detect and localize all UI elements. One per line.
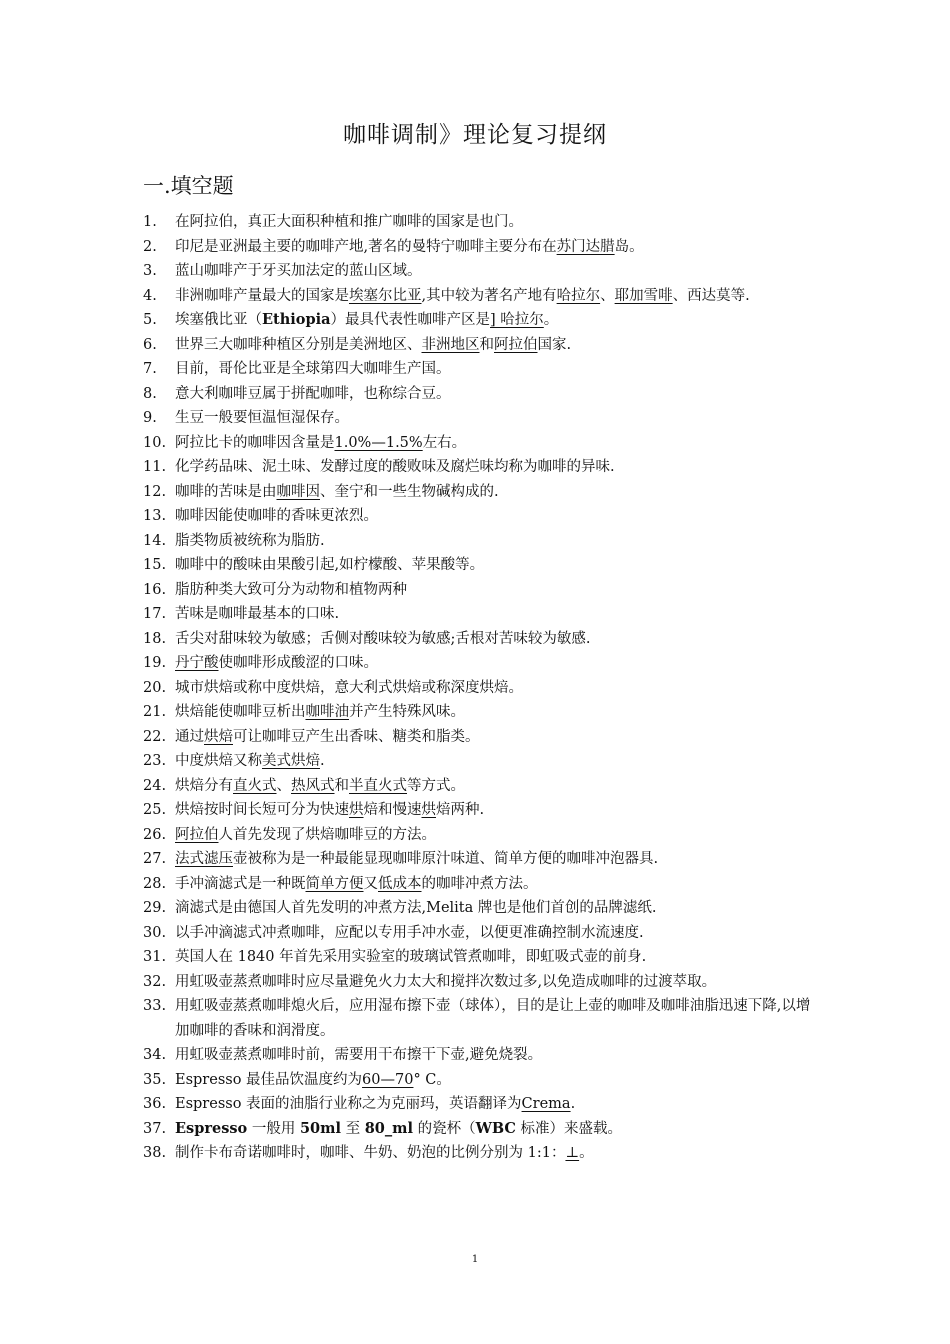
item-text: 使咖啡形成酸涩的口味。 [218, 655, 378, 671]
item-text: . [320, 753, 325, 769]
item-text: ）最具代表性咖啡产区是 [330, 312, 491, 328]
item-text: 、奎宁和一些生物碱构成的. [320, 483, 499, 500]
list-item [143, 504, 818, 529]
item-text: 咖啡因能使咖啡的香味更浓烈。 [175, 508, 378, 524]
item-number: 2. [143, 238, 157, 255]
page-number: 1 [471, 1254, 479, 1265]
answer-blank: 咖啡因 [276, 483, 320, 500]
list-item [143, 627, 818, 652]
item-number: 30. [143, 924, 167, 941]
list-item [143, 994, 818, 1043]
list-item [143, 896, 818, 921]
item-text: 左右。 [422, 434, 467, 451]
answer-blank: 直火式 [233, 777, 277, 794]
item-text: 中度烘焙又称 [175, 753, 262, 769]
list-item [143, 529, 818, 554]
item-text: 50ml [299, 1119, 341, 1137]
answer-blank: 阿拉伯 [175, 826, 219, 843]
item-number: 19. [143, 655, 167, 671]
item-text: ,其中较为著名产地有 [421, 287, 557, 304]
item-text: 非洲咖啡产量最大的国家是 [175, 287, 349, 304]
item-text: 的瓷杯（ [412, 1120, 476, 1137]
item-number: 36. [143, 1096, 167, 1112]
list-item [143, 602, 818, 627]
answer-blank: 阿拉伯 [494, 336, 538, 353]
list-item [143, 921, 818, 946]
item-text: 等方式。 [407, 777, 465, 794]
item-number: 9. [143, 410, 157, 426]
answer-blank: 苏门达腊 [556, 238, 615, 255]
item-number: 6. [143, 336, 157, 353]
answer-blank: 咖啡油 [305, 704, 349, 720]
list-item [143, 676, 818, 701]
item-text: 脂类物质被统称为脂肪. [175, 532, 325, 549]
list-item [143, 945, 818, 970]
list-item [143, 823, 818, 848]
item-text: 人首先发现了烘焙咖啡豆的方法。 [218, 826, 436, 843]
list-item [143, 872, 818, 897]
item-text: 标准）来盛载。 [515, 1120, 623, 1137]
list-item [143, 553, 818, 578]
item-text: 通过 [175, 728, 204, 745]
list-item [143, 847, 818, 872]
item-number: 29. [143, 900, 167, 916]
item-number: 8. [143, 385, 157, 402]
item-text: 城市烘焙或称中度烘焙，意大利式烘焙或称深度烘焙。 [175, 679, 523, 696]
item-number: 1. [143, 214, 157, 230]
item-text: 意大利咖啡豆属于拼配咖啡，也称综合豆。 [175, 385, 451, 402]
item-number: 25. [143, 802, 167, 818]
item-text: 80_ml [364, 1119, 413, 1137]
answer-blank: Crema [521, 1096, 571, 1112]
item-text: Espresso 最佳品饮温度约为 [175, 1071, 363, 1088]
item-text: 并产生特殊风味。 [349, 704, 465, 720]
item-text: 世界三大咖啡种植区分别是美洲地区、 [175, 336, 422, 353]
item-text: 可让咖啡豆产生出香味、糖类和脂类。 [233, 728, 480, 745]
item-text: Ethiopia [262, 311, 331, 328]
item-number: 37. [143, 1120, 167, 1137]
list-item [143, 970, 818, 995]
list-item [143, 259, 818, 284]
item-text: 咖啡中的酸味由果酸引起,如柠檬酸、苹果酸等。 [175, 557, 485, 573]
item-text: 一般用 [247, 1120, 300, 1137]
answer-blank: ] 哈拉尔 [490, 312, 544, 328]
list-item [143, 798, 818, 823]
item-text: 岛。 [614, 238, 644, 255]
item-number: 22. [143, 728, 167, 745]
list-item [143, 382, 818, 407]
item-text: 咖啡的苦味是由 [175, 483, 277, 500]
item-number: 31. [143, 949, 167, 965]
item-text: 烘焙能使咖啡豆析出 [175, 704, 306, 720]
list-item [143, 1117, 818, 1142]
item-number: 13. [143, 508, 167, 524]
item-text: 用虹吸壶蒸煮咖啡时应尽量避免火力太大和搅拌次数过多,以免造成咖啡的过渡萃取。 [175, 973, 717, 990]
item-text: 苦味是咖啡最基本的口味. [175, 606, 340, 622]
item-text: 壶被称为是一种最能显现咖啡原汁味道、简单方便的咖啡冲泡器具. [233, 851, 659, 867]
list-item [143, 431, 818, 456]
list-item [143, 235, 818, 260]
question-list [143, 210, 818, 1166]
item-text: 至 [340, 1120, 365, 1137]
item-text: 、 [276, 777, 291, 794]
document-title: 咖啡调制》理论复习提纲 [343, 122, 607, 148]
item-number: 17. [143, 606, 167, 622]
answer-blank: 烘 [421, 802, 436, 818]
item-number: 32. [143, 973, 167, 990]
item-number: 12. [143, 483, 167, 500]
item-number: 27. [143, 851, 167, 867]
answer-blank: ⊥ [565, 1145, 580, 1161]
answer-blank: 哈拉尔 [556, 287, 601, 304]
list-item [143, 357, 818, 382]
item-text: 。 [543, 312, 559, 328]
item-number: 4. [143, 287, 157, 304]
item-text: ° C。 [413, 1071, 451, 1088]
list-item [143, 651, 818, 676]
item-text: 脂肪种类大致可分为动物和植物两种 [175, 581, 407, 598]
item-text: WBC [475, 1119, 516, 1137]
item-text: 蓝山咖啡产于牙买加法定的蓝山区域。 [175, 263, 422, 279]
item-number: 15. [143, 557, 167, 573]
item-text: 埃塞俄比亚（ [175, 312, 262, 328]
answer-blank: 美式烘焙 [262, 753, 320, 769]
item-text: . [570, 1096, 576, 1112]
item-text: 。 [579, 1145, 594, 1161]
item-text: 化学药品味、泥土味、发酵过度的酸败味及腐烂味均称为咖啡的异味. [175, 459, 615, 475]
answer-blank: 低成本 [378, 875, 422, 892]
answer-blank: 烘 [349, 802, 364, 818]
item-text: 和 [479, 336, 494, 353]
list-item [143, 284, 818, 309]
item-text: 、 [600, 287, 615, 304]
list-item [143, 480, 818, 505]
answer-blank: 非洲地区 [421, 336, 480, 353]
item-text: 和 [334, 777, 349, 794]
item-text: 英国人在 1840 年首先采用实验室的玻璃试管煮咖啡，即虹吸式壶的前身. [175, 949, 647, 965]
answer-blank: 丹宁酸 [175, 655, 219, 671]
item-text: 滴滤式是由德国人首先发明的冲煮方法,Melita 牌也是他们首创的品牌滤纸. [175, 900, 657, 916]
item-number: 18. [143, 630, 167, 647]
item-number: 10. [143, 434, 167, 451]
item-text: 焙和慢速 [363, 802, 422, 818]
item-number: 7. [143, 361, 157, 377]
item-text: 手冲滴滤式是一种既 [175, 875, 306, 892]
answer-blank: 法式滤压 [175, 851, 233, 867]
item-text: Espresso 表面的油脂行业称之为克丽玛，英语翻译为 [175, 1096, 522, 1112]
item-text: 的咖啡冲煮方法。 [421, 875, 538, 892]
item-text: 目前，哥伦比亚是全球第四大咖啡生产国。 [175, 361, 451, 377]
item-text: 用虹吸壶蒸煮咖啡熄火后，应用湿布擦下壶（球体），目的是让上壶的咖啡及咖啡油脂迅速下降,以增加咖啡的香味和润滑度。 [175, 998, 811, 1039]
answer-blank: 简单方便 [305, 875, 364, 892]
answer-blank: 热风式 [291, 777, 335, 794]
list-item [143, 700, 818, 725]
item-text: 生豆一般要恒温恒湿保存。 [175, 410, 349, 426]
item-text: 阿拉比卡的咖啡因含量是 [175, 434, 335, 451]
list-item [143, 1043, 818, 1068]
item-text: 以手冲滴滤式冲煮咖啡，应配以专用手冲水壶，以便更准确控制水流速度. [175, 924, 644, 941]
item-number: 28. [143, 875, 167, 892]
list-item [143, 308, 818, 333]
item-number: 5. [143, 312, 157, 328]
item-number: 11. [143, 459, 167, 475]
section-heading: 一.填空题 [143, 174, 234, 198]
item-number: 33. [143, 998, 167, 1014]
list-item [143, 1092, 818, 1117]
list-item [143, 210, 818, 235]
answer-blank: 半直火式 [349, 777, 407, 794]
list-item [143, 774, 818, 799]
item-text: Espresso [175, 1119, 248, 1137]
item-number: 16. [143, 581, 167, 598]
item-text: 、西达莫等. [672, 287, 750, 304]
item-text: 制作卡布奇诺咖啡时，咖啡、牛奶、奶泡的比例分别为 1:1： [175, 1145, 566, 1161]
list-item [143, 578, 818, 603]
item-text: 用虹吸壶蒸煮咖啡时前，需要用干布擦干下壶,避免烧裂。 [175, 1047, 543, 1063]
item-number: 34. [143, 1047, 167, 1063]
answer-blank: 烘焙 [204, 728, 233, 745]
item-number: 26. [143, 826, 167, 843]
list-item [143, 455, 818, 480]
answer-blank: 耶加雪啡 [614, 287, 673, 304]
item-number: 23. [143, 753, 167, 769]
answer-blank: 1.0%—1.5% [334, 434, 423, 451]
item-number: 20. [143, 679, 167, 696]
item-text: 在阿拉伯，真正大面积种植和推广咖啡的国家是也门。 [175, 214, 523, 230]
answer-blank: 埃塞尔比亚 [349, 287, 422, 304]
answer-blank: 60—70 [362, 1071, 414, 1088]
item-text: 烘焙分有 [175, 777, 233, 794]
item-number: 24. [143, 777, 167, 794]
item-number: 14. [143, 532, 167, 549]
list-item [143, 333, 818, 358]
item-number: 3. [143, 263, 157, 279]
item-text: 印尼是亚洲最主要的咖啡产地,著名的曼特宁咖啡主要分布在 [175, 238, 557, 255]
list-item [143, 749, 818, 774]
item-text: 烘焙按时间长短可分为快速 [175, 802, 349, 818]
item-number: 35. [143, 1071, 167, 1088]
item-number: 21. [143, 704, 167, 720]
list-item [143, 1068, 818, 1093]
item-text: 又 [363, 875, 378, 892]
item-text: 焙两种. [436, 802, 485, 818]
list-item [143, 406, 818, 431]
list-item [143, 725, 818, 750]
list-item [143, 1141, 818, 1166]
item-text: 舌尖对甜味较为敏感；舌侧对酸味较为敏感;舌根对苦味较为敏感. [175, 630, 591, 647]
item-text: 国家. [537, 336, 572, 353]
item-number: 38. [143, 1145, 167, 1161]
